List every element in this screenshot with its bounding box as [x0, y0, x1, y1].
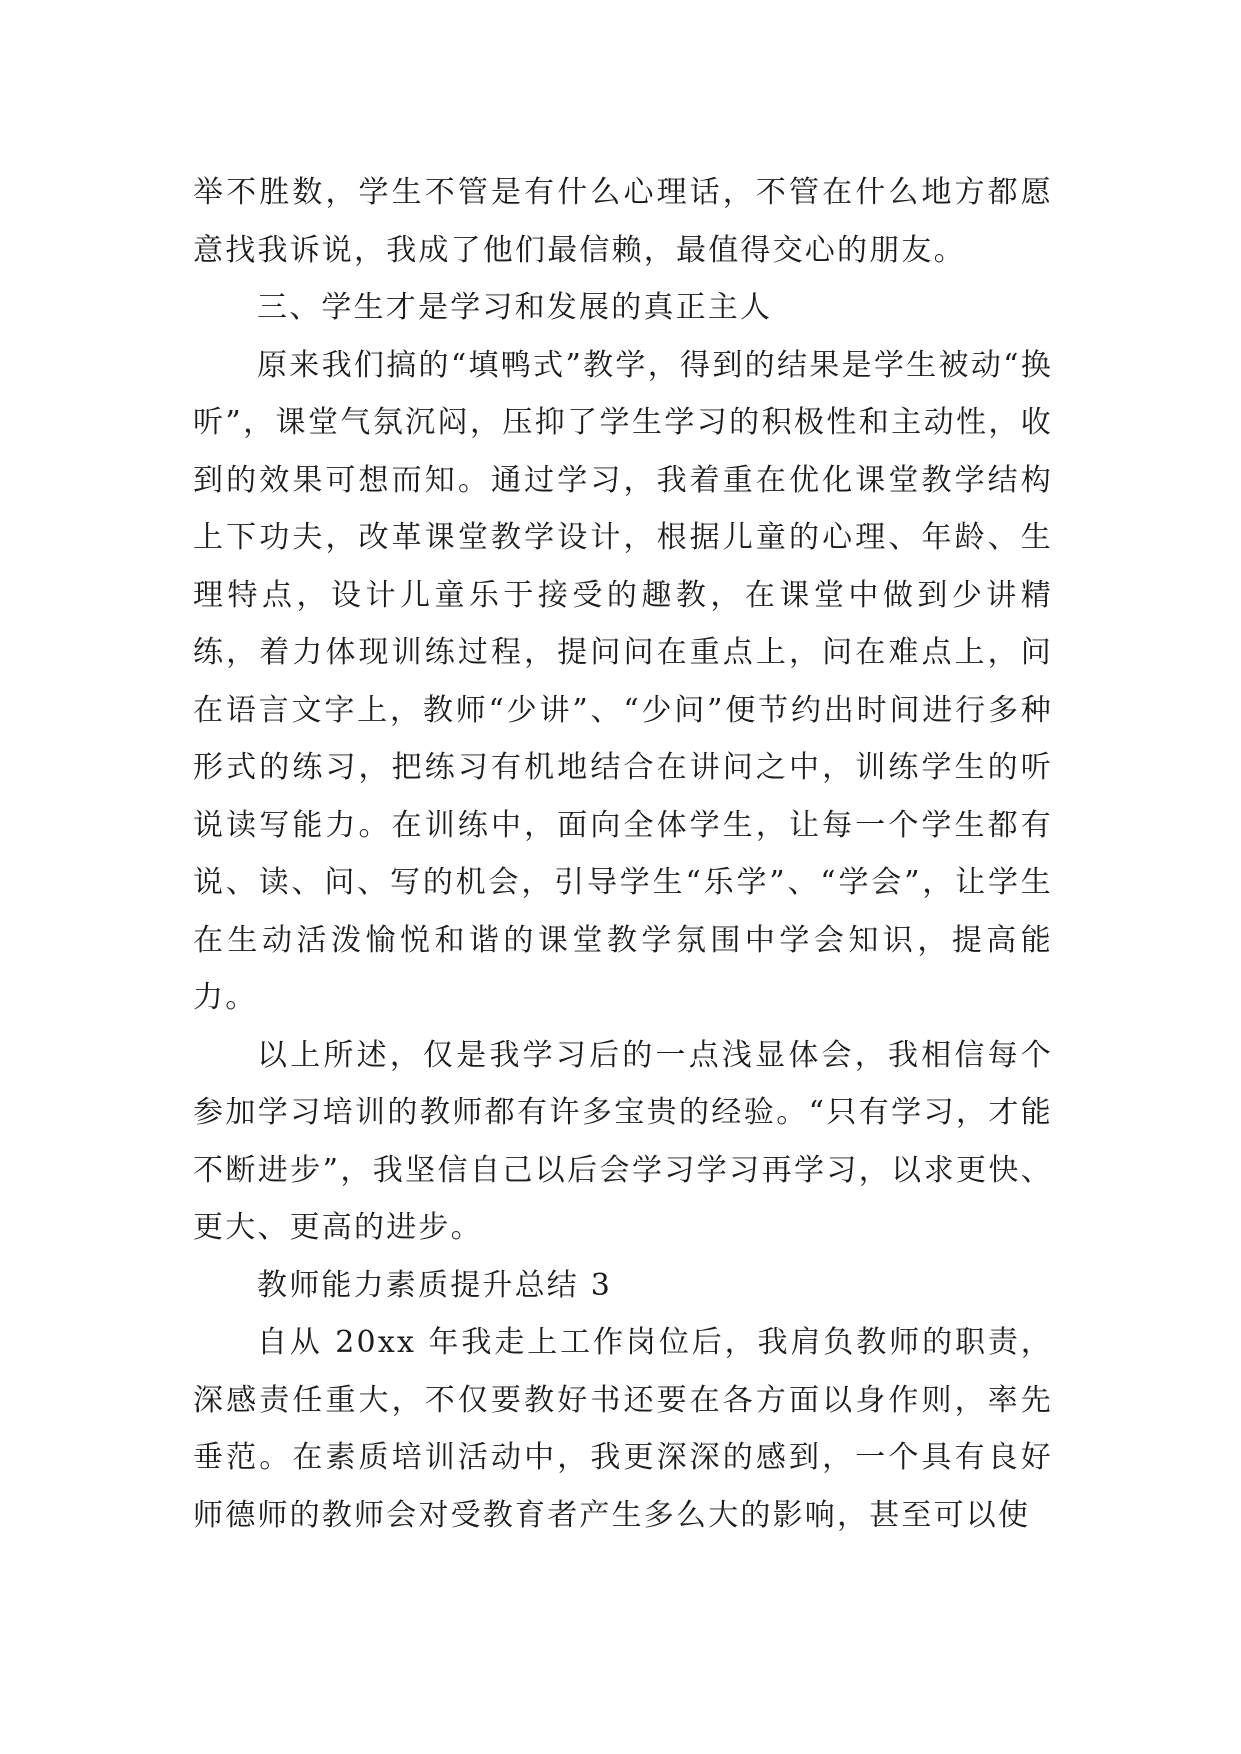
paragraph-continuation: 举不胜数，学生不管是有什么心理话，不管在什么地方都愿意找我诉说，我成了他们最信赖，最值得交心的朋友。	[193, 175, 1053, 268]
section-title-summary-3: 教师能力素质提升总结 3	[257, 1267, 613, 1303]
paragraph-summary: 以上所述，仅是我学习后的一点浅显体会，我相信每个参加学习培训的教师都有许多宝贵的经验。“只有学习，才能不断进步”，我坚信自己以后会学习学习再学习，以求更快、更大、更高的进步。	[193, 1037, 1053, 1245]
document-body	[193, 164, 1053, 1544]
section-heading-three: 三、学生才是学习和发展的真正主人	[257, 290, 773, 325]
paragraph-since-20xx: 自从 20xx 年我走上工作岗位后，我肩负教师的职责，深感责任重大，不仅要教好书还要在各方面以身作则，率先垂范。在素质培训活动中，我更深深的感到，一个具有良好师德师的教师会对受教育者产生多么大的影响，甚至可以使	[193, 1325, 1053, 1533]
paragraph-teaching-method: 原来我们搞的“填鸭式”教学，得到的结果是学生被动“换听”，课堂气氛沉闷，压抑了学生学习的积极性和主动性，收到的效果可想而知。通过学习，我着重在优化课堂教学结构上下功夫，改革课堂教学设计，根据儿童的心理、年龄、生理特点，设计儿童乐于接受的趣教，在课堂中做到少讲精练，着力体现训练过程，提问问在重点上，问在难点上，问在语言文字上，教师“少讲”、“少问”便节约出时间进行多种形式的练习，把练习有机地结合在讲问之中，训练学生的听说读写能力。在训练中，面向全体学生，让每一个学生都有说、读、问、写的机会，引导学生“乐学”、“学会”，让学生在生动活泼愉悦和谐的课堂教学氛围中学会知识，提高能力。	[193, 347, 1053, 1015]
